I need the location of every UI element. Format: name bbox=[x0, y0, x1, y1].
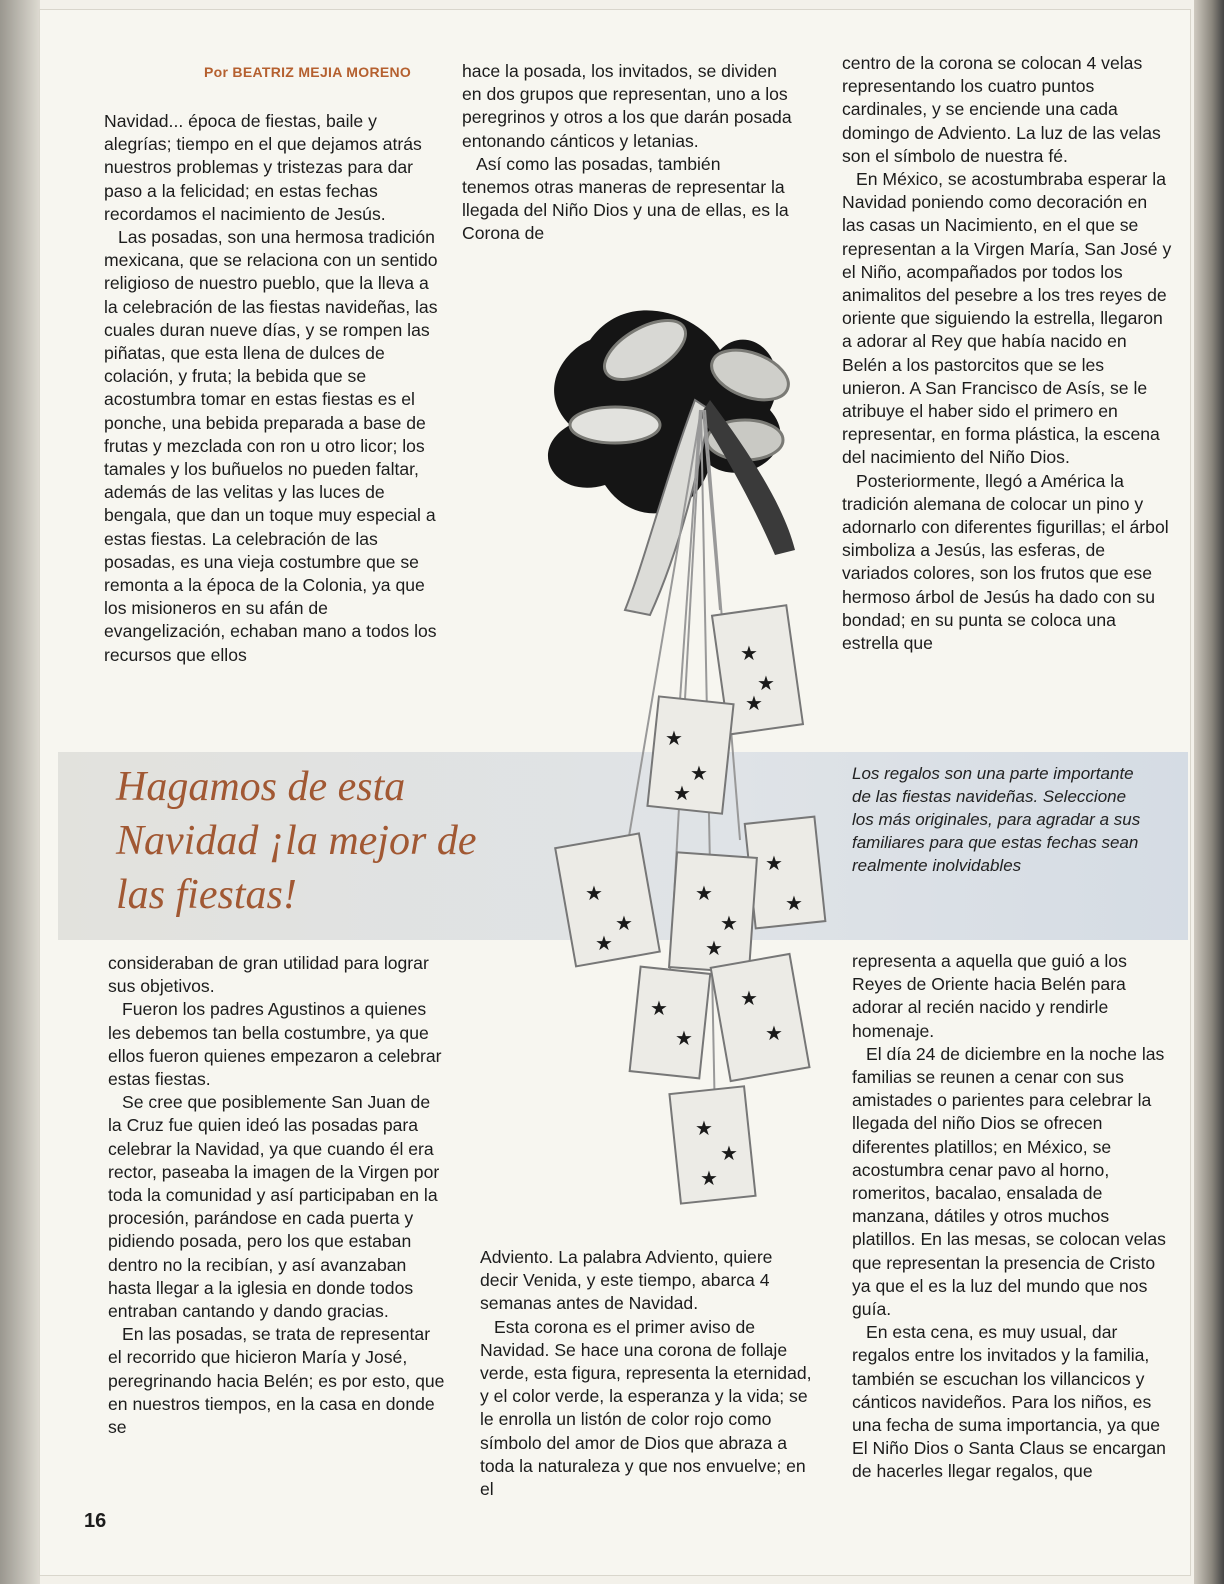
svg-text:★: ★ bbox=[665, 726, 683, 750]
svg-text:★: ★ bbox=[740, 986, 758, 1010]
svg-text:★: ★ bbox=[650, 996, 668, 1020]
column-1-top bbox=[104, 110, 444, 667]
paragraph: hace la posada, los invitados, se dividen en dos grupos que representan, uno a los peregrinos y otros a los que darán posada entonando cánticos y letanias. bbox=[462, 61, 792, 151]
column-1-bottom bbox=[108, 952, 448, 1439]
paragraph: En las posadas, se trata de representar el recorrido que hicieron María y José, peregrinando hacia Belén; es por esto, que en nuestros tiempos, en la casa en donde se bbox=[108, 1324, 445, 1438]
paragraph: Así como las posadas, también tenemos otras maneras de representar la llegada del Niño Dios y una de ellas, es la Corona de bbox=[462, 153, 789, 244]
svg-text:★: ★ bbox=[765, 1021, 783, 1045]
svg-text:★: ★ bbox=[675, 1026, 693, 1050]
svg-text:★: ★ bbox=[690, 761, 708, 785]
headline: Hagamos de esta Navidad ¡la mejor de las fiestas! bbox=[116, 764, 477, 918]
svg-text:★: ★ bbox=[720, 1141, 738, 1165]
paragraph: Navidad... época de fiestas, baile y alegrías; tiempo en el que dejamos atrás nuestros problemas y tristezas para dar paso a la felicidad; en estas fechas recordamos el nacimiento de Jesús. bbox=[104, 111, 422, 224]
svg-text:★: ★ bbox=[720, 911, 738, 935]
svg-text:★: ★ bbox=[700, 1166, 718, 1190]
column-2-top bbox=[462, 60, 792, 246]
paragraph: Se cree que posiblemente San Juan de la Cruz fue quien ideó las posadas para celebrar la Navidad, ya que cuando él era rector, paseaba la imagen de la Virgen por toda la comunidad y así participaban en la procesión, parándose en cada puerta y pidiendo posada, pero los que estaban dentro no la recibían, y así avanzaban hasta llegar a la iglesia en donde todos entraban cantando y dando gracias. bbox=[108, 1092, 440, 1322]
svg-text:★: ★ bbox=[785, 891, 803, 915]
svg-text:★: ★ bbox=[585, 881, 603, 905]
paragraph: centro de la corona se colocan 4 velas representando los cuatro puntos cardinales, y se enciende una cada domingo de Adviento. La luz de las velas son el símbolo de nuestra fé. bbox=[842, 53, 1161, 166]
paragraph: Las posadas, son una hermosa tradición mexicana, que se relaciona con un sentido religioso de nuestro pueblo, que la lleva a la celebración de las fiestas navideñas, las cuales duran nueve días, y se rompen las piñatas, que esta llena de dulces de colación, y fruta; la bebida que se acostumbra tomar en estas fiestas es el ponche, una bebida preparada a base de frutas y mezclada con ron u otro licor; los tamales y los buñuelos no pueden faltar, además de las velitas y las luces de bengala, que dan un toque muy especial a estas fiestas. La celebración de las posadas, es una vieja costumbre que se remonta a la época de la Colonia, ya que los misioneros en su afán de evangelización, echaban mano a todos los recursos que ellos bbox=[104, 227, 438, 665]
ornament-bow-illustration bbox=[495, 280, 840, 1240]
column-3-bottom bbox=[852, 950, 1174, 1484]
right-page-edge bbox=[1194, 0, 1224, 1584]
paragraph: Adviento. La palabra Adviento, quiere decir Venida, y este tiempo, abarca 4 semanas antes de Navidad. bbox=[480, 1247, 773, 1314]
paragraph: Esta corona es el primer aviso de Navidad. Se hace una corona de follaje verde, esta figura, representa la eternidad, y el color verde, la esperanza y la vida; se le enrolla un listón de color rojo como símbolo del amor de Dios que abraza a toda la naturaleza y que nos envuelve; en el bbox=[480, 1316, 812, 1500]
svg-text:★: ★ bbox=[740, 641, 758, 665]
svg-text:★: ★ bbox=[765, 851, 783, 875]
paragraph: Fueron los padres Agustinos a quienes les debemos tan bella costumbre, ya que ellos fueron quienes empezaron a celebrar estas fiestas. bbox=[108, 999, 442, 1090]
svg-text:★: ★ bbox=[595, 931, 613, 955]
svg-text:★: ★ bbox=[695, 881, 713, 905]
paragraph: representa a aquella que guió a los Reyes de Oriente hacia Belén para adorar al recién nacido y rendirle homenaje. bbox=[852, 951, 1127, 1041]
svg-text:★: ★ bbox=[705, 936, 723, 960]
paragraph: En esta cena, es muy usual, dar regalos entre los invitados y la familia, también se escuchan los villancicos y cánticos navideños. Para los niños, es una fecha de suma importancia, ya que El Niño Dios o Santa Claus se encargan de hacerles llegar regalos, que bbox=[852, 1322, 1166, 1482]
paragraph: El día 24 de diciembre en la noche las familias se reunen a cenar con sus amistades o parientes para celebrar la llegada del niño Dios se ofrecen diferentes platillos; en México, se acostumbra cenar pavo al horno, romeritos, bacalao, ensalada de manzana, dátiles y otros muchos platillos. En las mesas, se colocan velas que representan la presencia de Cristo ya que el es la luz del mundo que nos guía. bbox=[852, 1043, 1166, 1320]
svg-text:★: ★ bbox=[695, 1116, 713, 1140]
svg-text:★: ★ bbox=[615, 911, 633, 935]
paragraph: Posteriormente, llegó a América la tradición alemana de colocar un pino y adornarlo con diferentes figurillas; el árbol simboliza a Jesús, las esferas, de variados colores, son los frutos que ese hermoso árbol de Jesús ha dado con su bondad; en su punta se coloca una estrella que bbox=[842, 470, 1169, 654]
column-2-bottom bbox=[480, 1246, 812, 1501]
paragraph: En México, se acostumbraba esperar la Navidad poniendo como decoración en las casas un Nacimiento, en el que se representan a la Virgen María, San José y el Niño, acompañados por todos los animalitos del pesebre a los tres reyes de oriente que siguiendo la estrella, llegaron a adorar al Rey que había nacido en Belén a los pastorcitos que se les unieron. A San Francisco de Asís, se le atribuye el haber sido el primero en representar, en forma plástica, la escena del nacimiento del Niño Dios. bbox=[842, 169, 1172, 468]
paragraph: consideraban de gran utilidad para lograr sus objetivos. bbox=[108, 953, 429, 997]
photo-caption: Los regalos son una parte importante de las fiestas navideñas. Seleccione los más originales, para agradar a sus familiares para que estas fechas sean realmente inolvidables bbox=[852, 764, 1141, 875]
svg-text:★: ★ bbox=[745, 691, 763, 715]
page-number: 16 bbox=[84, 1510, 107, 1532]
column-3-top bbox=[842, 52, 1172, 655]
byline: Por BEATRIZ MEJIA MORENO bbox=[204, 64, 412, 80]
left-page-edge bbox=[0, 0, 40, 1584]
svg-text:★: ★ bbox=[757, 671, 775, 695]
svg-text:★: ★ bbox=[673, 781, 691, 805]
